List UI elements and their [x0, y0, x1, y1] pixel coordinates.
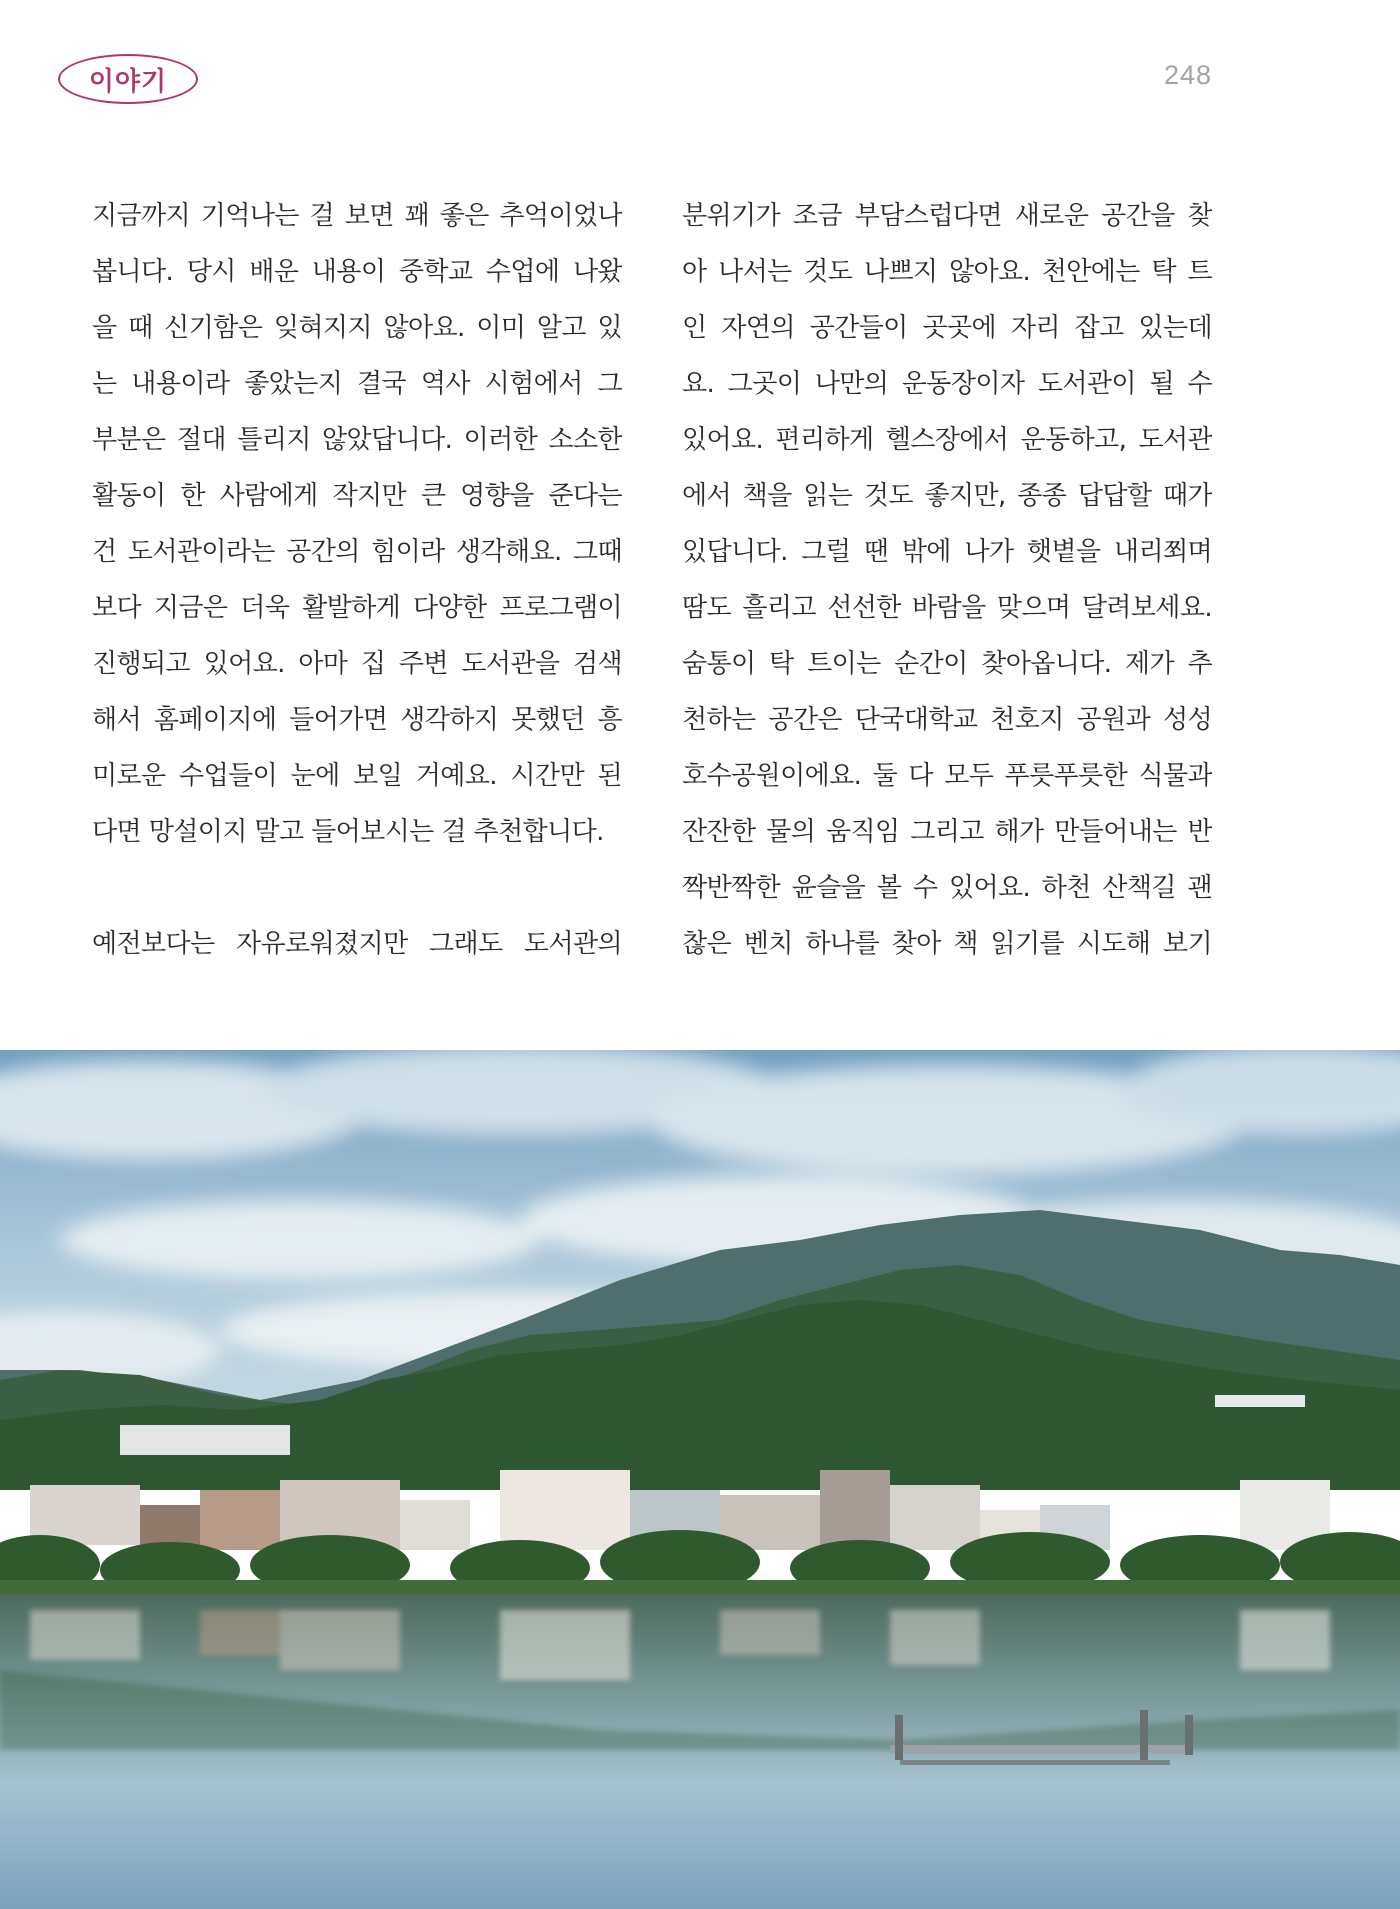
- text-line: 인 자연의 공간들이 곳곳에 자리 잡고 있는데: [682, 313, 1212, 343]
- text-line: 분위기가 조금 부담스럽다면 새로운 공간을 찾: [682, 201, 1212, 231]
- text-line: 다면 망설이지 말고 들어보시는 걸 추천합니다.: [92, 817, 604, 847]
- text-line: 진행되고 있어요. 아마 집 주변 도서관을 검색: [92, 649, 622, 679]
- text-line: 미로운 수업들이 눈에 보일 거예요. 시간만 된: [92, 761, 622, 791]
- text-line: 아 나서는 것도 나쁘지 않아요. 천안에는 탁 트: [682, 257, 1212, 287]
- lake-landscape-illustration: [0, 1050, 1400, 1909]
- text-line: 천하는 공간은 단국대학교 천호지 공원과 성성: [682, 705, 1212, 735]
- paragraph-break: [92, 860, 622, 916]
- text-line: 해서 홈페이지에 들어가면 생각하지 못했던 흥: [92, 705, 622, 735]
- text-line: 있답니다. 그럴 땐 밖에 나가 햇볕을 내리쬐며: [682, 537, 1212, 567]
- text-line: 있어요. 편리하게 헬스장에서 운동하고, 도서관: [682, 425, 1212, 455]
- text-line: 예전보다는 자유로워졌지만 그래도 도서관의: [92, 929, 622, 959]
- text-line: 건 도서관이라는 공간의 힘이라 생각해요. 그때: [92, 537, 622, 567]
- text-line: 활동이 한 사람에게 작지만 큰 영향을 준다는: [92, 481, 622, 511]
- text-line: 에서 책을 읽는 것도 좋지만, 종종 답답할 때가: [682, 481, 1212, 511]
- article-column-left: [92, 188, 622, 972]
- text-line: 지금까지 기억나는 걸 보면 꽤 좋은 추억이었나: [92, 201, 622, 231]
- text-line: 호수공원이에요. 둘 다 모두 푸릇푸릇한 식물과: [682, 761, 1212, 791]
- section-badge: [58, 54, 198, 104]
- text-line: 잔잔한 물의 움직임 그리고 해가 만들어내는 반: [682, 817, 1212, 847]
- text-line: 봅니다. 당시 배운 내용이 중학교 수업에 나왔: [92, 257, 622, 287]
- text-line: 요. 그곳이 나만의 운동장이자 도서관이 될 수: [682, 369, 1212, 399]
- section-label: 이야기: [88, 66, 168, 97]
- shoreline: [0, 1580, 1400, 1594]
- text-line: 짝반짝한 윤슬을 볼 수 있어요. 하천 산책길 괜: [682, 873, 1212, 903]
- text-line: 는 내용이라 좋았는지 결국 역사 시험에서 그: [92, 369, 622, 399]
- article-column-right: [682, 188, 1212, 972]
- text-line: 을 때 신기함은 잊혀지지 않아요. 이미 알고 있: [92, 313, 622, 343]
- text-line: 땀도 흘리고 선선한 바람을 맞으며 달려보세요.: [682, 593, 1212, 623]
- page-number: 248: [1163, 60, 1212, 90]
- text-line: 숨통이 탁 트이는 순간이 찾아옵니다. 제가 추: [682, 649, 1212, 679]
- text-line: 보다 지금은 더욱 활발하게 다양한 프로그램이: [92, 593, 622, 623]
- text-line: 찮은 벤치 하나를 찾아 책 읽기를 시도해 보기: [682, 929, 1212, 959]
- lake-landscape-photo: [0, 1050, 1400, 1909]
- text-line: 부분은 절대 틀리지 않았답니다. 이러한 소소한: [92, 425, 622, 455]
